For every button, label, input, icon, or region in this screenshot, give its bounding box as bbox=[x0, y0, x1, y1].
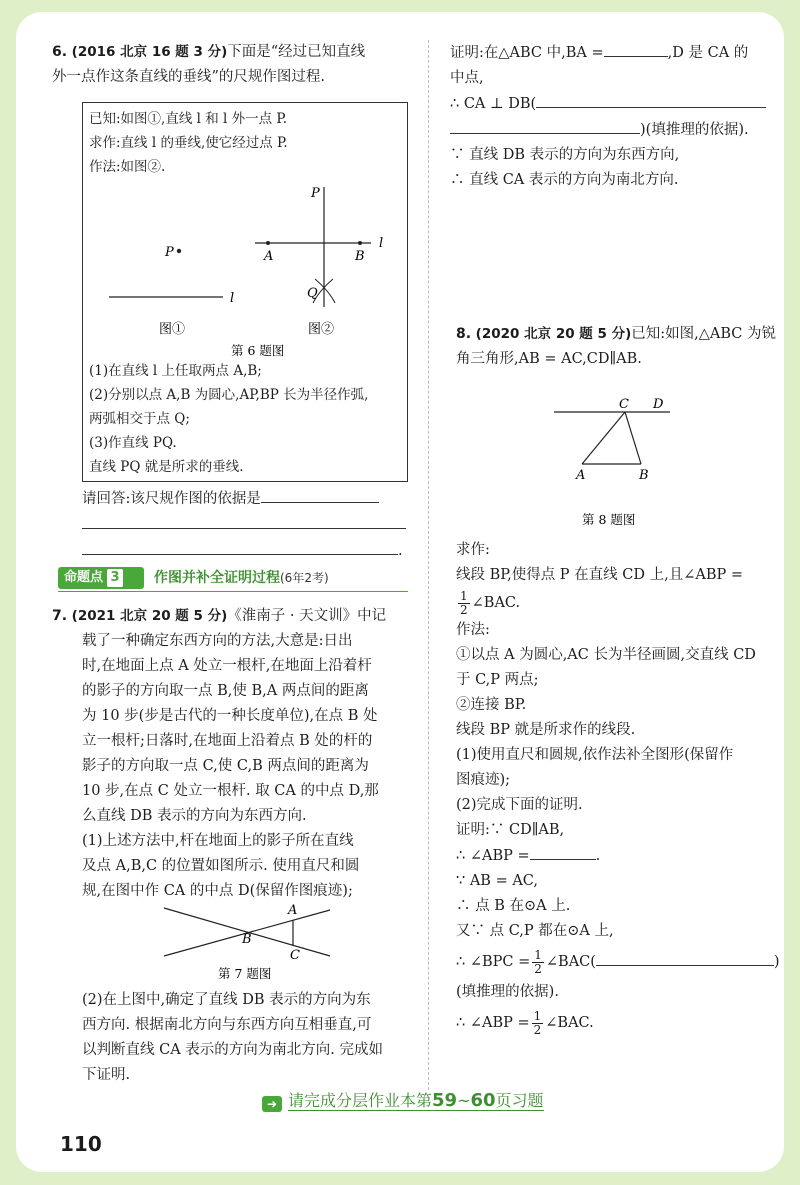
q8-stem-2: 角三角形,AB = AC,CD∥AB. bbox=[456, 351, 642, 367]
q7-proof-blank-reason-2[interactable] bbox=[450, 117, 640, 134]
q6-figure bbox=[83, 179, 407, 359]
q8-proof-blank-reason[interactable] bbox=[596, 949, 774, 966]
q8-proof-6-fraction: $\frac{1}{2}$ bbox=[534, 947, 542, 976]
q6-fig1-point-p bbox=[177, 249, 181, 253]
q6-fig2-label-q: Q bbox=[307, 286, 318, 301]
q8-find-fraction: $\frac{1}{2}$ bbox=[460, 588, 468, 617]
q7-line-3: 的影子的方向取一点 B,使 B,A 两点间的距离 bbox=[82, 683, 369, 699]
q8-step-2: ②连接 BP. bbox=[456, 697, 527, 713]
q7-line-1: 载了一种确定东西方向的方法,大意是:日出 bbox=[82, 633, 353, 649]
q6-conclusion: 直线 PQ 就是所求的垂线. bbox=[89, 459, 244, 475]
q7-proof-1b: ,D 是 CA 的 bbox=[667, 45, 749, 61]
q7-line-11: 规,在图中作 CA 的中点 D(保留作图痕迹); bbox=[82, 883, 353, 899]
q6-answer-blank-2[interactable] bbox=[82, 512, 406, 529]
q6-known: 已知:如图①,直线 l 和 l 外一点 P. bbox=[89, 111, 288, 127]
q7-line-8: 么直线 DB 表示的方向为东西方向. bbox=[82, 808, 307, 824]
q6-stem-1: 下面是“经过已知直线 bbox=[227, 44, 366, 60]
q6-step-1: (1)在直线 l 上任取两点 A,B; bbox=[89, 363, 262, 379]
arrow-icon: ➜ bbox=[262, 1096, 282, 1112]
q7-figure-caption: 第 7 题图 bbox=[218, 966, 272, 981]
q8-proof-8a: ∴ ∠ABP = bbox=[456, 1015, 530, 1031]
q8-proof-6c: ) bbox=[773, 954, 780, 970]
q7-line-7: 10 步,在点 C 处立一根杆. 取 CA 的中点 D,那 bbox=[82, 783, 379, 799]
page-number: 110 bbox=[60, 1132, 102, 1156]
q7-label-b: B bbox=[242, 932, 252, 947]
q8-label-b: B bbox=[639, 468, 649, 483]
q6-fig2-label-a: A bbox=[264, 249, 274, 264]
q8-label-d: D bbox=[653, 397, 664, 412]
q6-construction-box bbox=[82, 102, 408, 482]
question-6 bbox=[52, 40, 412, 90]
footer-homework-link[interactable] bbox=[262, 1088, 544, 1114]
q8-find-2: ∠BAC. bbox=[471, 595, 521, 611]
q8-number: 8. bbox=[456, 326, 472, 342]
footer-tilde: ~ bbox=[457, 1091, 471, 1110]
q6-answer-blank-1[interactable] bbox=[261, 486, 379, 503]
footer-text-2: 页习题 bbox=[495, 1091, 544, 1110]
q7-proof-2: 中点, bbox=[450, 70, 484, 86]
q7-line-6: 影子的方向取一点 C,使 C,B 两点间的距离为 bbox=[82, 758, 369, 774]
q6-fig2-caption: 图② bbox=[308, 322, 335, 337]
q7-line-2: 时,在地面上点 A 处立一根杆,在地面上沿着杆 bbox=[82, 658, 372, 674]
q6-stem-2: 外一点作这条直线的垂线”的尺规作图过程. bbox=[52, 69, 326, 85]
q6-step-2b: 两弧相交于点 Q; bbox=[89, 411, 190, 427]
q8-proof-2-end: . bbox=[595, 848, 601, 864]
q8-body bbox=[456, 538, 786, 1041]
q8-conclusion: 线段 BP 就是所求作的线段. bbox=[456, 722, 636, 738]
q7-part2-line-1: 西方向. 根据南北方向与东西方向互相垂直,可 bbox=[82, 1017, 372, 1033]
q8-step-1b: 于 C,P 两点; bbox=[456, 672, 539, 688]
section-title: 作图并补全证明过程(6年2考) bbox=[154, 570, 329, 586]
question-8 bbox=[456, 322, 786, 372]
q7-proof-3: ∴ CA ⊥ DB( bbox=[450, 96, 537, 112]
q8-proof-blank-angle[interactable] bbox=[530, 843, 596, 860]
q8-proof-6a: ∴ ∠BPC = bbox=[456, 954, 531, 970]
q8-proof-8b: ∠BAC. bbox=[545, 1015, 594, 1031]
q7-line-5: 立一根杆;日落时,在地面上沿着点 B 处的杆的 bbox=[82, 733, 373, 749]
q8-method: 作法: bbox=[456, 622, 490, 638]
q8-find-label: 求作: bbox=[456, 542, 490, 558]
q8-proof-2: ∴ ∠ABP = bbox=[456, 848, 530, 864]
q6-fig2-label-l: l bbox=[379, 236, 384, 251]
q8-proof-7: (填推理的依据). bbox=[456, 984, 559, 1000]
q6-number: 6. bbox=[52, 44, 68, 60]
q7-proof-4: )(填推理的依据). bbox=[640, 122, 749, 138]
q8-find-1: 线段 BP,使得点 P 在直线 CD 上,且∠ABP = bbox=[456, 567, 744, 583]
q8-proof-1: 证明:∵ CD∥AB, bbox=[456, 822, 565, 838]
q8-proof-6b: ∠BAC( bbox=[545, 954, 596, 970]
q7-label-a: A bbox=[288, 903, 298, 918]
q8-proof-5: 又∵ 点 C,P 都在⊙A 上, bbox=[456, 923, 614, 939]
q7-line-9: (1)上述方法中,杆在地面上的影子所在直线 bbox=[82, 833, 354, 849]
q6-fig2-point-b bbox=[358, 241, 362, 245]
q6-step-3: (3)作直线 PQ. bbox=[89, 435, 177, 451]
q6-find: 求作:直线 l 的垂线,使它经过点 P. bbox=[89, 135, 288, 151]
question-7 bbox=[52, 604, 414, 904]
q7-proof-6: ∴ 直线 CA 表示的方向为南北方向. bbox=[450, 172, 679, 188]
q7-line-10: 及点 A,B,C 的位置如图所示. 使用直尺和圆 bbox=[82, 858, 360, 874]
q6-fig1-label-p: P bbox=[165, 245, 174, 260]
q8-label-a: A bbox=[576, 468, 586, 483]
q7-part2-line-2: 以判断直线 CA 表示的方向为南北方向. 完成如 bbox=[82, 1042, 384, 1058]
q6-step-2: (2)分别以点 A,B 为圆心,AP,BP 长为半径作弧, bbox=[89, 387, 369, 403]
q6-source: (2016 北京 16 题 3 分) bbox=[71, 44, 228, 60]
q8-proof-4: ∴ 点 B 在⊙A 上. bbox=[456, 898, 571, 914]
q7-source: (2021 北京 20 题 5 分) bbox=[71, 608, 228, 624]
q8-part-2: (2)完成下面的证明. bbox=[456, 797, 583, 813]
q8-side-cb bbox=[625, 412, 641, 464]
q8-step-1a: ①以点 A 为圆心,AC 长为半径画圆,交直线 CD bbox=[456, 647, 756, 663]
q6-fig1-caption: 图① bbox=[159, 322, 186, 337]
footer-text-1: 请完成分层作业本第 bbox=[288, 1091, 433, 1110]
q7-number: 7. bbox=[52, 608, 68, 624]
q6-figure-caption: 第 6 题图 bbox=[231, 343, 285, 358]
q7-line-4: 为 10 步(步是古代的一种长度单位),在点 B 处 bbox=[82, 708, 378, 724]
q6-fig2-point-a bbox=[266, 241, 270, 245]
q8-stem-1: 已知:如图,△ABC 为锐 bbox=[631, 326, 777, 342]
q6-answer-blank-3[interactable] bbox=[82, 538, 398, 555]
q7-proof-5: ∵ 直线 DB 表示的方向为东西方向, bbox=[450, 147, 680, 163]
section-tag: 命题点 3 bbox=[58, 567, 144, 589]
q8-label-c: C bbox=[619, 397, 629, 412]
q6-method: 作法:如图②. bbox=[89, 159, 166, 175]
q6-answer-prompt: 请回答:该尺规作图的依据是 bbox=[82, 491, 261, 507]
q7-line-0: 《淮南子 · 天文训》中记 bbox=[227, 608, 387, 624]
q7-proof-1a: 证明:在△ABC 中,BA = bbox=[450, 45, 604, 61]
q7-proof bbox=[450, 40, 780, 193]
q6-fig1-label-l: l bbox=[230, 291, 235, 306]
q8-source: (2020 北京 20 题 5 分) bbox=[475, 326, 632, 342]
section-underline bbox=[58, 591, 408, 592]
q7-part2-line-3: 下证明. bbox=[82, 1067, 131, 1083]
q7-label-c: C bbox=[290, 948, 300, 963]
q6-fig2-arc-1 bbox=[315, 279, 335, 303]
q8-part-1a: (1)使用直尺和圆规,依作法补全图形(保留作 bbox=[456, 747, 734, 763]
footer-pages: 59 bbox=[432, 1090, 458, 1111]
q7-proof-blank-ba[interactable] bbox=[604, 40, 668, 57]
q8-figure-caption: 第 8 题图 bbox=[582, 512, 636, 527]
q8-proof-3: ∵ AB = AC, bbox=[456, 873, 538, 889]
q6-fig2-label-b: B bbox=[355, 249, 365, 264]
section-note: (6年2考) bbox=[280, 571, 329, 585]
section-banner bbox=[58, 566, 408, 590]
q8-side-ca bbox=[582, 412, 625, 464]
column-divider bbox=[428, 40, 429, 1090]
section-tag-number: 3 bbox=[107, 569, 123, 587]
q7-figure bbox=[160, 898, 350, 982]
q8-figure bbox=[548, 394, 688, 530]
q8-part-1b: 图痕迹); bbox=[456, 772, 511, 788]
q7-proof-blank-reason-1[interactable] bbox=[536, 91, 766, 108]
q8-proof-8-fraction: $\frac{1}{2}$ bbox=[533, 1008, 542, 1037]
footer-pages-2: 60 bbox=[470, 1090, 496, 1111]
q6-fig2-label-p: P bbox=[311, 186, 320, 201]
q7-part2-line-0: (2)在上图中,确定了直线 DB 表示的方向为东 bbox=[82, 992, 371, 1008]
